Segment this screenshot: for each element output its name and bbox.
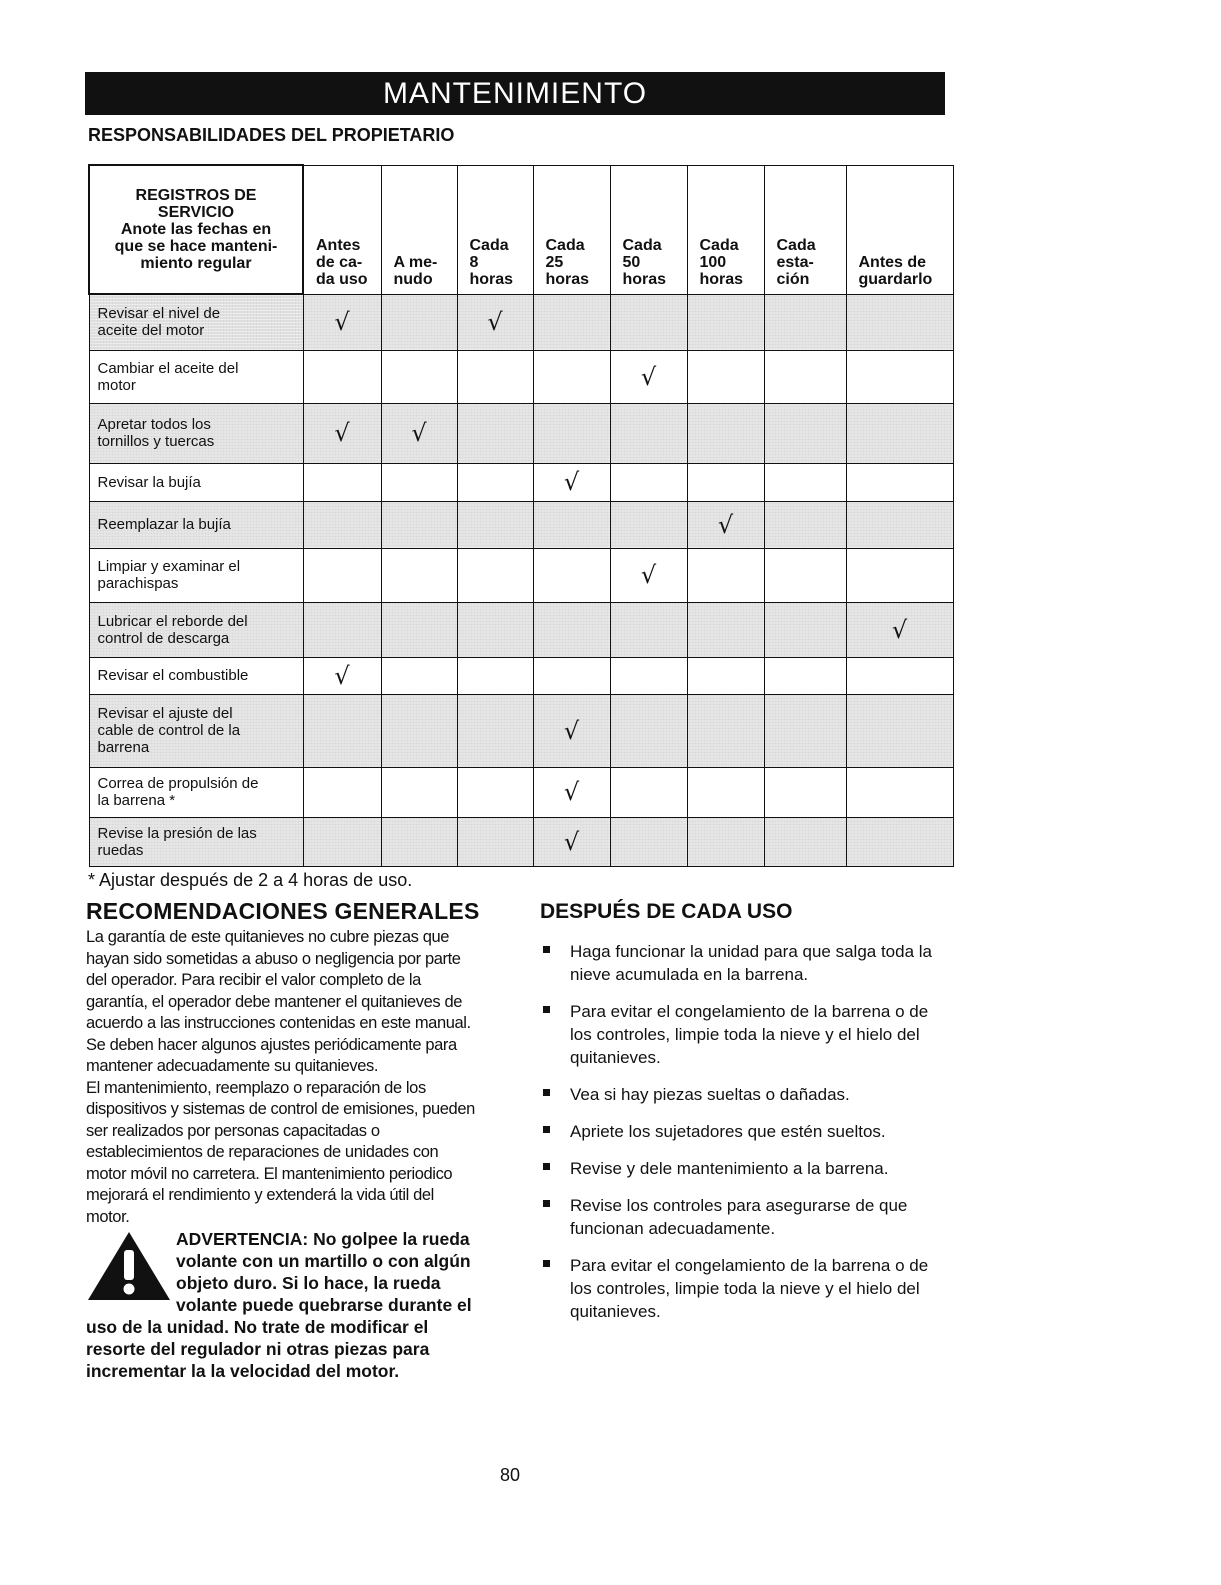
schedule-cell (764, 817, 846, 866)
schedule-cell (303, 463, 381, 501)
schedule-cell (764, 548, 846, 602)
task-label: Lubricar el reborde del control de descarga (89, 602, 303, 657)
recommendations-paragraph: El mantenimiento, reemplazo o reparación de los dispositivos y sistemas de control de emisiones, pueden ser realizados por personas capacitadas o establecimientos de reparaciones de unidades con motor móvil no carretera. El mantenimiento periodico mejorará el rendimiento y extenderá la vida útil del motor. (86, 1078, 475, 1226)
schedule-cell (303, 602, 381, 657)
task-label: Revisar el combustible (89, 657, 303, 694)
schedule-cell (533, 350, 610, 403)
schedule-cell (457, 767, 533, 817)
table-row (89, 657, 953, 694)
task-label: Reemplazar la bujía (89, 501, 303, 548)
schedule-cell (846, 767, 953, 817)
schedule-cell (381, 602, 457, 657)
header-every-25-hours: Cada 25 horas (533, 165, 610, 294)
header-before-each-use: Antes de ca- da uso (303, 165, 381, 294)
schedule-cell (610, 817, 687, 866)
schedule-cell (303, 350, 381, 403)
schedule-cell (846, 548, 953, 602)
schedule-cell (533, 694, 610, 767)
schedule-cell (303, 501, 381, 548)
task-label: Correa de propulsión de la barrena * (89, 767, 303, 817)
list-item: Apriete los sujetadores que estén sueltos. (540, 1120, 950, 1143)
schedule-cell (457, 403, 533, 463)
bullet-icon (543, 1260, 550, 1267)
schedule-cell (764, 501, 846, 548)
schedule-cell (457, 294, 533, 350)
schedule-cell (457, 548, 533, 602)
task-label: Limpiar y examinar el parachispas (89, 548, 303, 602)
general-recommendations (86, 898, 481, 1382)
schedule-cell (846, 501, 953, 548)
schedule-cell (687, 501, 764, 548)
bullet-icon (543, 946, 550, 953)
checkmark-icon: √ (640, 362, 657, 391)
schedule-cell (533, 548, 610, 602)
checkmark-icon: √ (563, 716, 580, 745)
header-every-8-hours: Cada 8 horas (457, 165, 533, 294)
recommendations-paragraph: La garantía de este quitanieves no cubre piezas que hayan sido sometidas a abuso o negligencia por parte del operador. Para recibir el valor completo de la garantía, el operador debe mantener el quitanieves de acuerdo a las instrucciones contenidas en este manual. Se deben hacer algunos ajustes periódicamente para mantener adecuadamente su quitanieves. (86, 928, 471, 1075)
checkmark-icon: √ (563, 827, 580, 856)
schedule-cell (687, 817, 764, 866)
schedule-cell (533, 602, 610, 657)
schedule-cell (610, 657, 687, 694)
schedule-cell (303, 294, 381, 350)
table-row (89, 694, 953, 767)
table-row (89, 817, 953, 866)
checkmark-icon: √ (563, 468, 580, 496)
list-item: Revise y dele mantenimiento a la barrena. (540, 1157, 950, 1180)
schedule-cell (846, 463, 953, 501)
list-item: Para evitar el congelamiento de la barrena o de los controles, limpie toda la nieve y el hielo del quitanieves. (540, 1254, 950, 1323)
schedule-cell (764, 463, 846, 501)
task-label: Revisar la bujía (89, 463, 303, 501)
after-each-use (540, 898, 950, 1337)
schedule-cell (381, 548, 457, 602)
schedule-cell (764, 694, 846, 767)
bullet-icon (543, 1089, 550, 1096)
schedule-header-row (89, 165, 953, 294)
schedule-cell (764, 602, 846, 657)
schedule-cell (381, 350, 457, 403)
list-item: Vea si hay piezas sueltas o dañadas. (540, 1083, 950, 1106)
schedule-cell (533, 817, 610, 866)
schedule-cell (610, 548, 687, 602)
table-row (89, 501, 953, 548)
warning-text: ADVERTENCIA: No golpee la rueda volante con un martillo o con algún objeto duro. Si lo hace, la rueda volante puede quebrarse durante el uso de la unidad. No trate de modificar el resorte del regulador ni otras piezas para incrementar la la velocidad del motor. (86, 1229, 472, 1381)
maintenance-schedule-table (88, 164, 954, 867)
schedule-cell (764, 657, 846, 694)
header-before-storage: Antes de guardarlo (846, 165, 953, 294)
schedule-cell (533, 657, 610, 694)
schedule-cell (610, 350, 687, 403)
schedule-cell (687, 694, 764, 767)
task-label: Revisar el ajuste del cable de control de la barrena (89, 694, 303, 767)
schedule-cell (457, 602, 533, 657)
table-row (89, 602, 953, 657)
bullet-icon (543, 1200, 550, 1207)
page-number: 80 (500, 1465, 521, 1485)
checkmark-icon: √ (334, 661, 350, 690)
header-often: A me- nudo (381, 165, 457, 294)
list-item: Haga funcionar la unidad para que salga toda la nieve acumulada en la barrena. (540, 940, 950, 986)
schedule-cell (533, 463, 610, 501)
header-every-50-hours: Cada 50 horas (610, 165, 687, 294)
schedule-cell (457, 694, 533, 767)
schedule-cell (610, 694, 687, 767)
schedule-cell (457, 350, 533, 403)
schedule-cell (303, 817, 381, 866)
schedule-cell (381, 294, 457, 350)
schedule-cell (381, 501, 457, 548)
task-label: Cambiar el aceite del motor (89, 350, 303, 403)
schedule-cell (764, 403, 846, 463)
schedule-cell (610, 767, 687, 817)
schedule-cell (457, 657, 533, 694)
schedule-cell (687, 767, 764, 817)
schedule-cell (687, 403, 764, 463)
table-row (89, 350, 953, 403)
task-label: Revise la presión de las ruedas (89, 817, 303, 866)
schedule-cell (303, 694, 381, 767)
recommendations-title: RECOMENDACIONES GENERALES (86, 898, 480, 924)
schedule-cell (381, 403, 457, 463)
schedule-cell (381, 817, 457, 866)
schedule-cell (381, 657, 457, 694)
schedule-cell (846, 403, 953, 463)
schedule-cell (687, 463, 764, 501)
schedule-cell (533, 767, 610, 817)
schedule-cell (533, 294, 610, 350)
task-label: Apretar todos los tornillos y tuercas (89, 403, 303, 463)
bullet-icon (543, 1006, 550, 1013)
checkmark-icon: √ (334, 419, 350, 447)
warning-block (86, 1228, 481, 1382)
checkmark-icon: √ (411, 419, 427, 447)
schedule-cell (457, 463, 533, 501)
header-service-records: REGISTROS DE SERVICIO Anote las fechas en que se hace manteni- miento regular (89, 165, 303, 294)
task-label: Revisar el nivel de aceite del motor (89, 294, 303, 350)
after-use-title: DESPUÉS DE CADA USO (540, 900, 793, 923)
section-banner: MANTENIMIENTO (85, 72, 945, 115)
checkmark-icon: √ (717, 510, 734, 539)
schedule-cell (457, 817, 533, 866)
footnote: * Ajustar después de 2 a 4 horas de uso. (88, 870, 413, 890)
header-every-100-hours: Cada 100 horas (687, 165, 764, 294)
schedule-cell (303, 403, 381, 463)
after-use-list (540, 940, 950, 1323)
schedule-cell (687, 657, 764, 694)
schedule-cell (533, 403, 610, 463)
schedule-cell (846, 694, 953, 767)
owner-responsibilities-heading: RESPONSABILIDADES DEL PROPIETARIO (88, 125, 455, 145)
schedule-cell (533, 501, 610, 548)
schedule-cell (687, 350, 764, 403)
schedule-cell (764, 350, 846, 403)
table-row (89, 294, 953, 350)
schedule-cell (381, 694, 457, 767)
list-item: Para evitar el congelamiento de la barrena o de los controles, limpie toda la nieve y el hielo del quitanieves. (540, 1000, 950, 1069)
bullet-icon (543, 1126, 550, 1133)
schedule-cell (457, 501, 533, 548)
checkmark-icon: √ (334, 308, 350, 336)
schedule-cell (764, 294, 846, 350)
checkmark-icon: √ (891, 615, 908, 644)
schedule-cell (303, 767, 381, 817)
table-row (89, 767, 953, 817)
schedule-cell (303, 657, 381, 694)
schedule-cell (610, 403, 687, 463)
schedule-cell (303, 548, 381, 602)
schedule-cell (846, 657, 953, 694)
schedule-cell (381, 463, 457, 501)
header-each-season: Cada esta- ción (764, 165, 846, 294)
schedule-cell (764, 767, 846, 817)
schedule-cell (610, 294, 687, 350)
schedule-cell (687, 602, 764, 657)
checkmark-icon: √ (640, 561, 657, 589)
schedule-cell (846, 602, 953, 657)
checkmark-icon: √ (487, 308, 503, 336)
table-row (89, 548, 953, 602)
schedule-cell (846, 817, 953, 866)
bullet-icon (543, 1163, 550, 1170)
schedule-cell (687, 294, 764, 350)
schedule-cell (610, 463, 687, 501)
schedule-cell (381, 767, 457, 817)
schedule-cell (610, 501, 687, 548)
schedule-cell (610, 602, 687, 657)
table-row (89, 463, 953, 501)
list-item: Revise los controles para asegurarse de que funcionan adecuadamente. (540, 1194, 950, 1240)
table-row (89, 403, 953, 463)
warning-triangle-icon (86, 1230, 172, 1302)
schedule-cell (846, 350, 953, 403)
schedule-cell (846, 294, 953, 350)
checkmark-icon: √ (563, 778, 580, 806)
schedule-cell (687, 548, 764, 602)
